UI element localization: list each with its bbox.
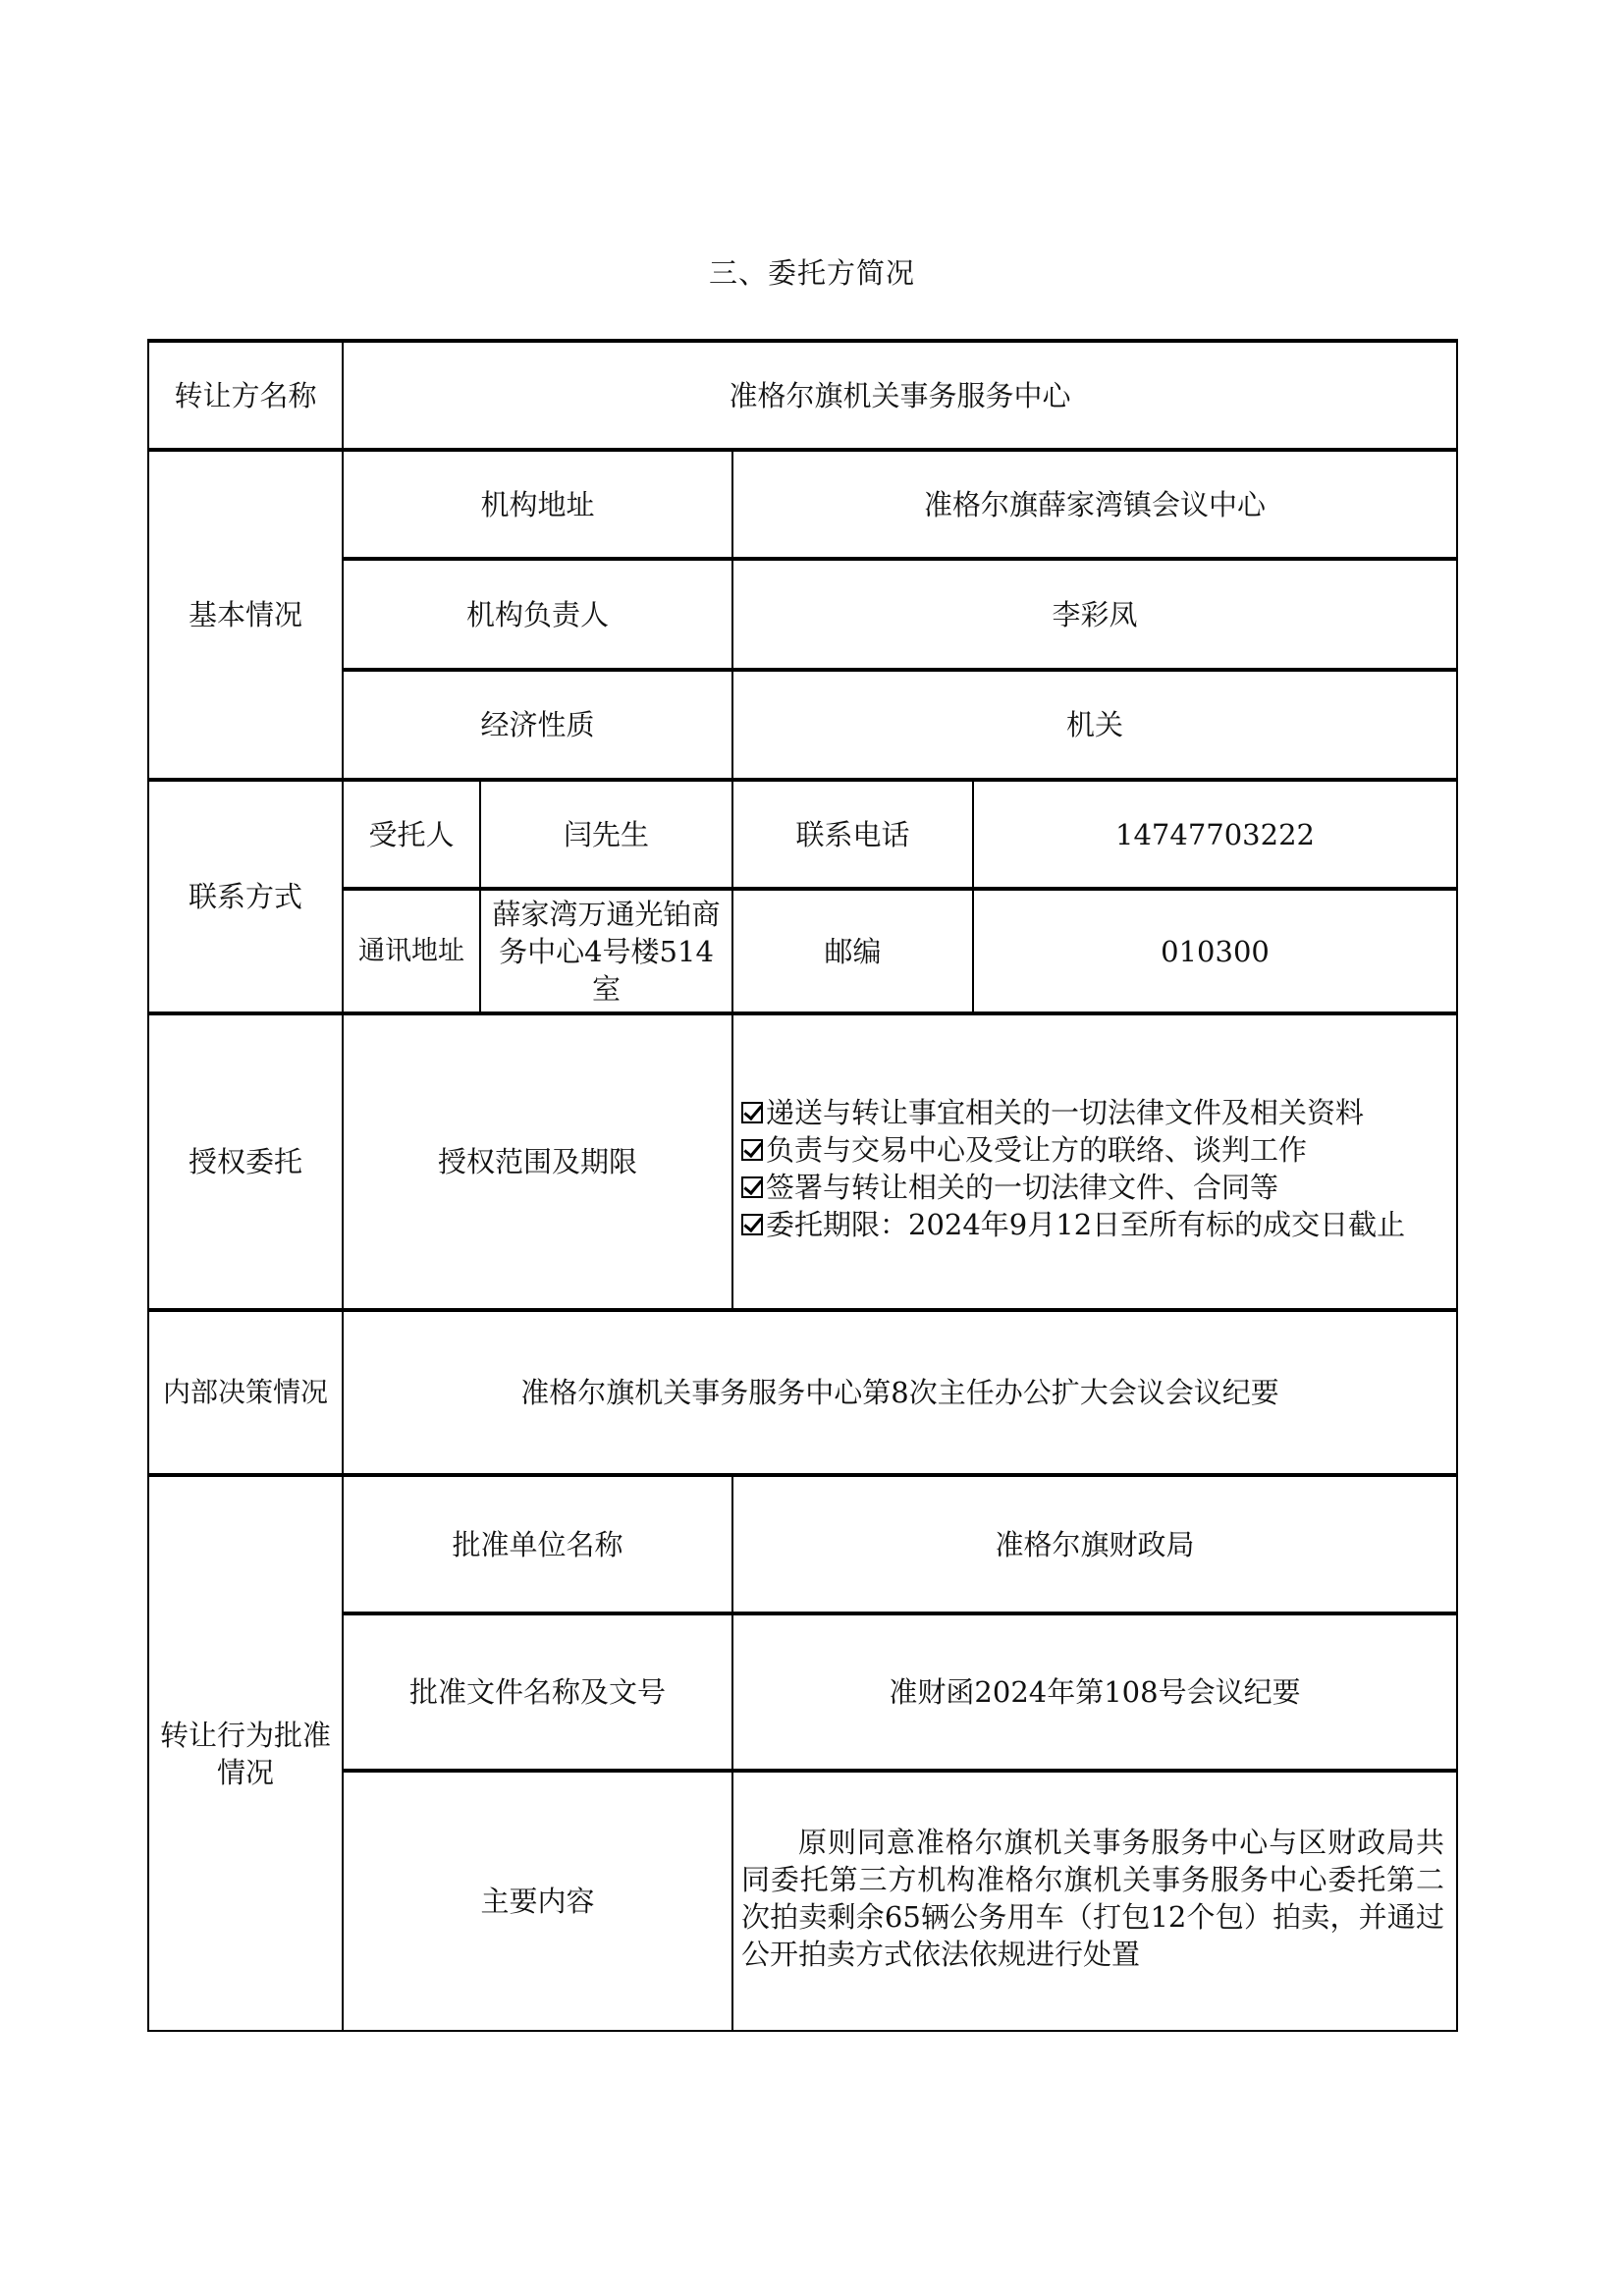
postcode-label: 邮编 [731,887,974,1013]
approval-content-value: 原则同意准格尔旗机关事务服务中心与区财政局共同委托第三方机构准格尔旗机关事务服务中心委托第二次拍卖剩余65辆公务用车（打包12个包）拍卖，并通过公开拍卖方式依法依规进行处置 [741,1826,1444,1971]
economic-nature-label: 经济性质 [342,668,733,780]
mail-address-value: 薛家湾万通光铂商务中心4号楼514室 [479,887,733,1013]
approval-content-label: 主要内容 [342,1769,733,2032]
checkbox-checked-icon [741,1102,763,1123]
authorization-item [741,1131,1307,1169]
trustee-value: 闫先生 [479,778,733,889]
authorization-item [741,1169,1278,1206]
mail-address-label: 通讯地址 [342,887,481,1013]
approval-content-cell [731,1769,1458,2032]
trustee-label: 受托人 [342,778,481,889]
org-head-value: 李彩凤 [731,557,1458,670]
phone-label: 联系电话 [731,778,974,889]
approval-doc-label: 批准文件名称及文号 [342,1612,733,1771]
authorization-label: 授权委托 [147,1011,344,1310]
org-address-value: 准格尔旗薛家湾镇会议中心 [731,448,1458,559]
approval-label: 转让行为批准情况 [147,1473,344,2032]
authorization-item [741,1206,1405,1243]
authorization-scope-list [731,1011,1458,1310]
authorization-item-text: 递送与转让事宜相关的一切法律文件及相关资料 [766,1096,1365,1129]
org-address-label: 机构地址 [342,448,733,559]
checkbox-checked-icon [741,1176,763,1198]
checkbox-checked-icon [741,1214,763,1235]
approval-unit-label: 批准单位名称 [342,1473,733,1613]
section-title: 三、委托方简况 [708,256,915,290]
authorization-item-text: 委托期限：2024年9月12日至所有标的成交日截止 [766,1208,1406,1241]
authorization-scope-label: 授权范围及期限 [342,1011,733,1310]
approval-doc-value: 准财函2024年第108号会议纪要 [731,1612,1458,1771]
contact-label: 联系方式 [147,778,344,1013]
postcode-value: 010300 [972,887,1458,1013]
org-head-label: 机构负责人 [342,557,733,670]
economic-nature-value: 机关 [731,668,1458,780]
transferor-value: 准格尔旗机关事务服务中心 [342,339,1458,450]
checkbox-checked-icon [741,1139,763,1161]
internal-decision-label: 内部决策情况 [147,1308,344,1475]
authorization-item [741,1094,1364,1131]
authorization-item-text: 负责与交易中心及受让方的联络、谈判工作 [766,1133,1308,1167]
phone-value: 14747703222 [972,778,1458,889]
authorization-item-text: 签署与转让相关的一切法律文件、合同等 [766,1171,1279,1204]
internal-decision-value: 准格尔旗机关事务服务中心第8次主任办公扩大会议会议纪要 [342,1308,1458,1475]
transferor-label: 转让方名称 [147,339,344,450]
approval-unit-value: 准格尔旗财政局 [731,1473,1458,1613]
basic-info-label: 基本情况 [147,448,344,780]
